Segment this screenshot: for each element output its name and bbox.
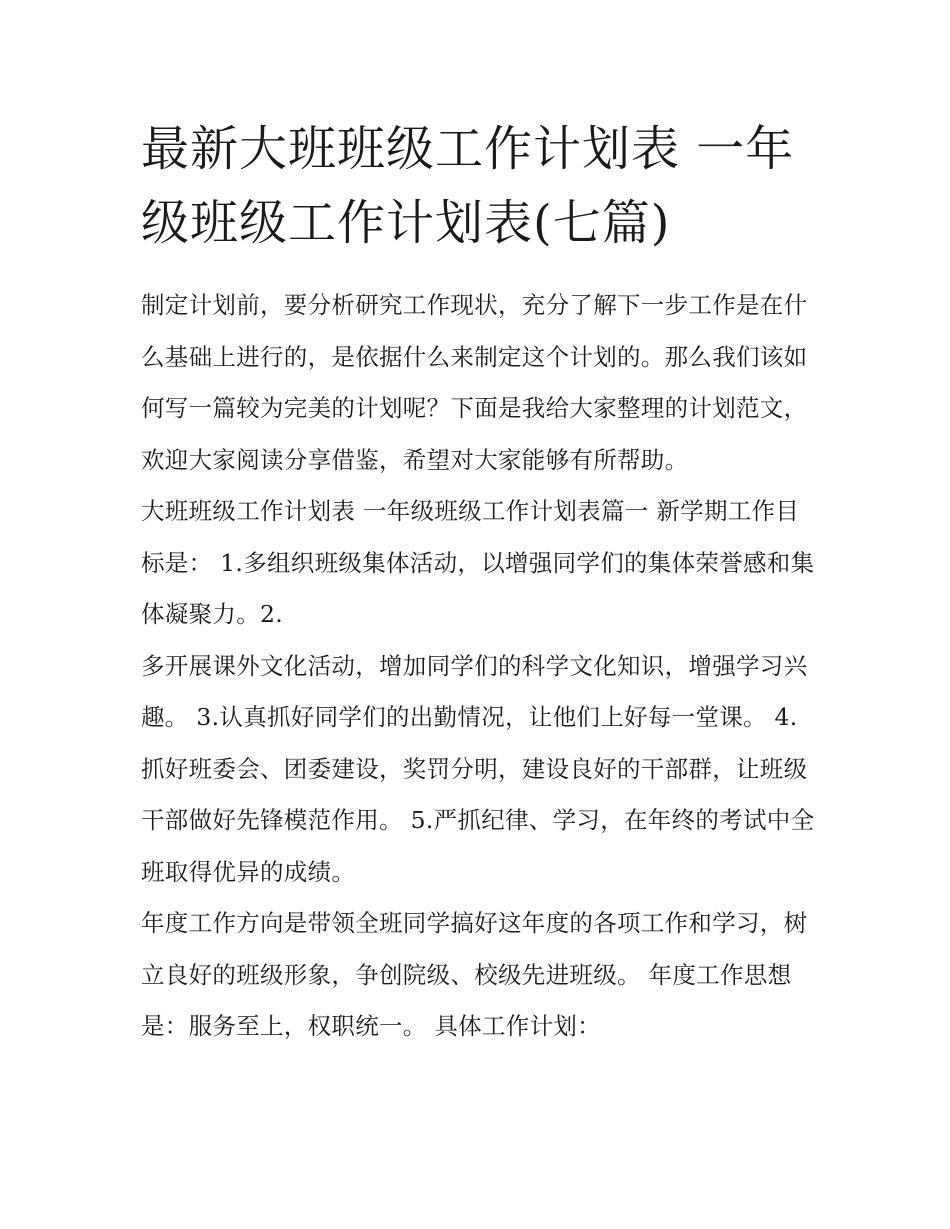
document-title [141,112,821,260]
title-line-1: 最新大班班级工作计划表 一年 [141,121,795,177]
paragraph-goals: 大班班级工作计划表 一年级班级工作计划表篇一 新学期工作目标是： 1.多组织班级集体活动，以增强同学们的集体荣誉感和集体凝聚力。2. [141,497,815,628]
paragraph-committee: 抓好班委会、团委建设，奖罚分明，建设良好的干部群，让班级干部做好先锋模范作用。 5.严抓纪律、学习，在年终的考试中全班取得优异的成绩。 [141,754,815,886]
paragraph-activities: 多开展课外文化活动，增加同学们的科学文化知识，增强学习兴趣。 3.认真抓好同学们的出勤情况，让他们上好每一堂课。 4. [141,651,808,731]
paragraph-intro: 制定计划前，要分析研究工作现状，充分了解下一步工作是在什么基础上进行的，是依据什么来制定这个计划的。那么我们该如何写一篇较为完美的计划呢？下面是我给大家整理的计划范文，欢迎大家阅读分享借鉴，希望对大家能够有所帮助。 [141,291,808,474]
title-line-2: 级班级工作计划表(七篇) [141,195,671,251]
document-body [141,280,816,1053]
paragraph-direction: 年度工作方向是带领全班同学搞好这年度的各项工作和学习，树立良好的班级形象，争创院级、校级先进班级。 年度工作思想是：服务至上，权职统一。 具体工作计划： [141,909,808,1040]
